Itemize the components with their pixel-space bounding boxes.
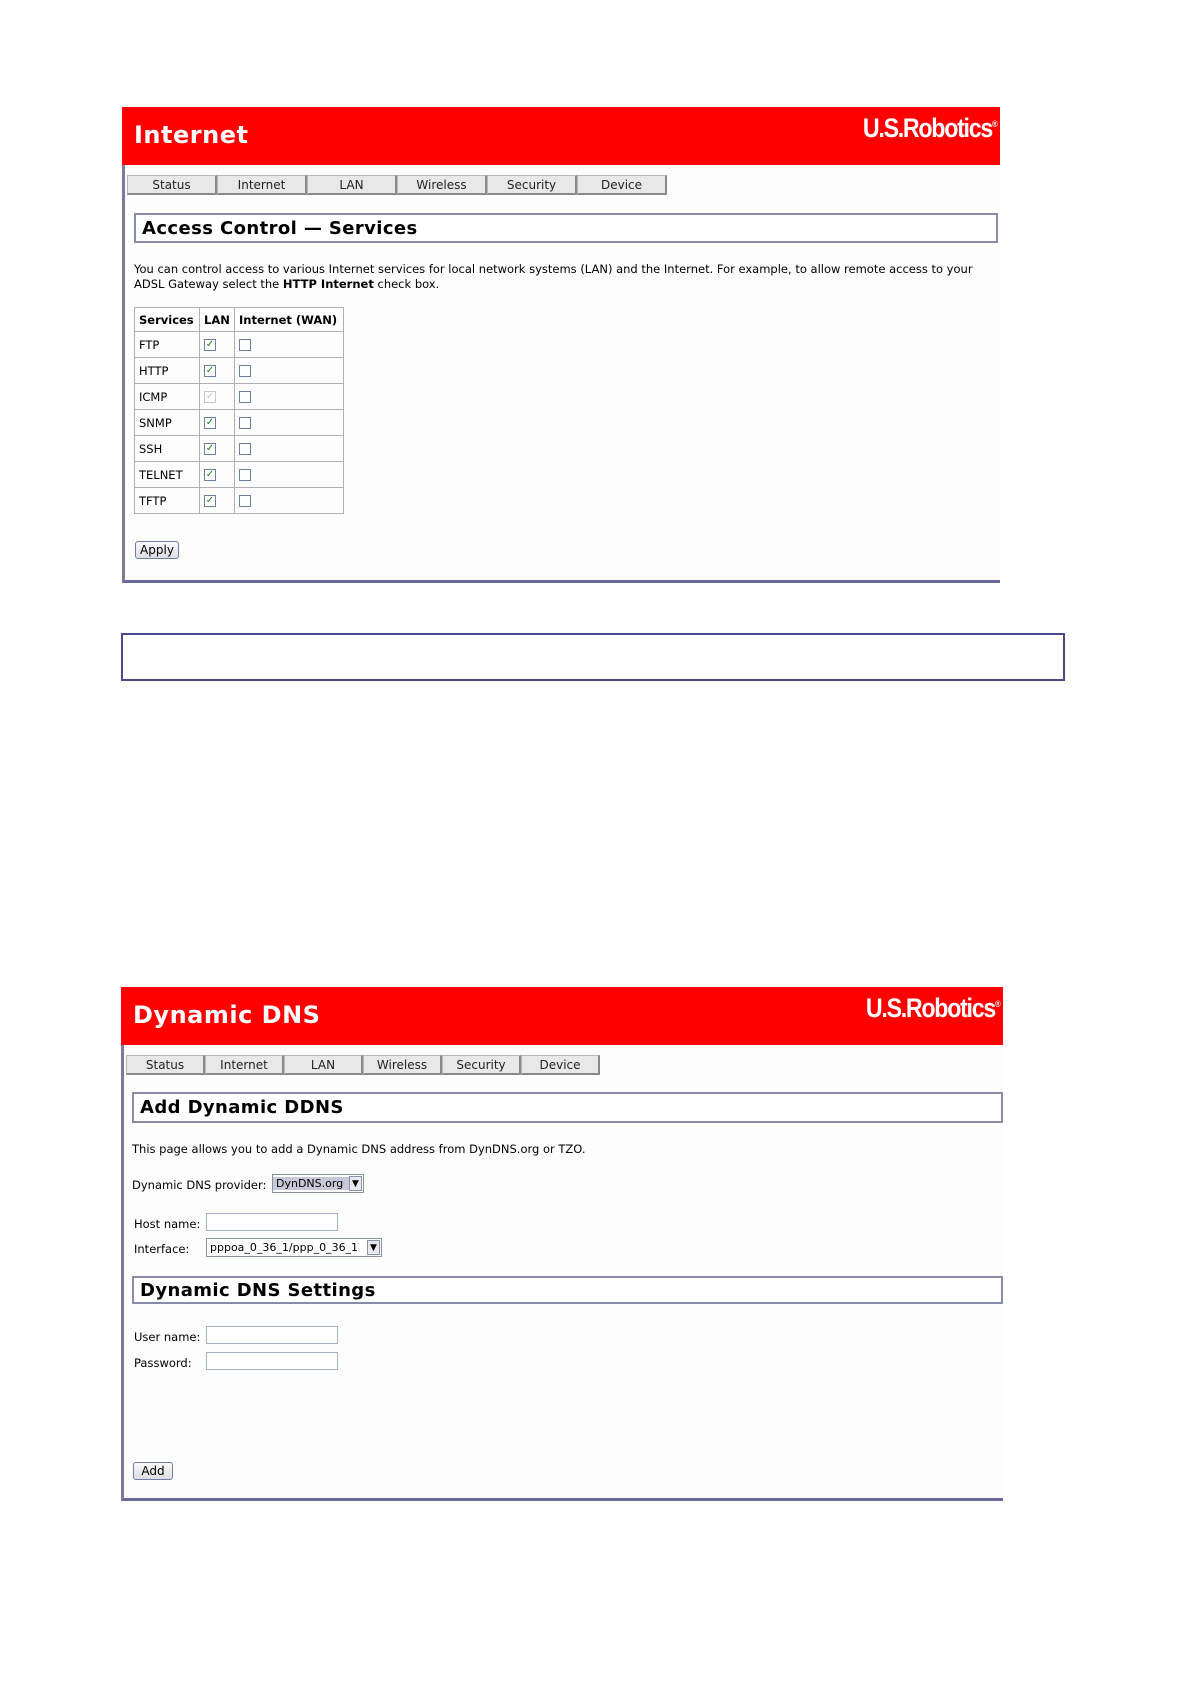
lan-cell xyxy=(200,410,235,436)
lan-cell xyxy=(200,462,235,488)
wan-cell xyxy=(235,462,344,488)
user-name-label: User name: xyxy=(134,1330,201,1344)
section-title-ddns-settings: Dynamic DNS Settings xyxy=(132,1276,1003,1304)
provider-selected-value: DynDNS.org xyxy=(273,1177,349,1190)
wan-cell xyxy=(235,410,344,436)
page-description: You can control access to various Internet services for local network systems (LAN) and the Internet. For example, to allow remote access to your ADSL Gateway select the HTTP Internet check box. xyxy=(134,262,973,291)
service-name: HTTP xyxy=(135,358,200,384)
lan-checkbox[interactable]: ✓ xyxy=(205,495,215,506)
wan-cell xyxy=(235,332,344,358)
wan-checkbox[interactable] xyxy=(239,365,251,377)
interface-select[interactable] xyxy=(206,1238,382,1257)
chevron-down-icon[interactable]: ▼ xyxy=(367,1240,380,1255)
column-header-services: Services xyxy=(135,308,200,332)
tab-device[interactable]: Device xyxy=(577,175,667,195)
apply-button[interactable]: Apply xyxy=(135,541,179,559)
wan-checkbox[interactable] xyxy=(239,339,251,351)
provider-label: Dynamic DNS provider: xyxy=(132,1178,267,1192)
table-row xyxy=(135,488,344,514)
interface-label: Interface: xyxy=(134,1242,190,1256)
lan-checkbox[interactable]: ✓ xyxy=(205,469,215,480)
tab-wireless[interactable]: Wireless xyxy=(363,1055,442,1075)
services-table-body xyxy=(135,332,344,514)
host-name-input[interactable] xyxy=(206,1213,338,1231)
tab-lan[interactable]: LAN xyxy=(284,1055,363,1075)
table-row xyxy=(135,436,344,462)
interface-selected-value: pppoa_0_36_1/ppp_0_36_1 xyxy=(210,1241,359,1254)
add-button[interactable]: Add xyxy=(133,1462,173,1480)
wan-cell xyxy=(235,488,344,514)
tab-device[interactable]: Device xyxy=(521,1055,600,1075)
table-row xyxy=(135,358,344,384)
section-title-add-ddns: Add Dynamic DDNS xyxy=(132,1092,1003,1123)
column-header-wan: Internet (WAN) xyxy=(235,308,344,332)
wan-cell xyxy=(235,384,344,410)
header-banner xyxy=(121,987,1003,1045)
lan-cell xyxy=(200,358,235,384)
table-row xyxy=(135,332,344,358)
usrobotics-logo: U.S.Robotics® xyxy=(863,113,998,143)
lan-checkbox[interactable]: ✓ xyxy=(205,365,215,376)
section-title: Access Control — Services xyxy=(134,213,998,243)
header-banner xyxy=(122,107,1000,165)
service-name: SSH xyxy=(135,436,200,462)
page-title: Dynamic DNS xyxy=(133,1001,321,1029)
service-name: TFTP xyxy=(135,488,200,514)
tab-status[interactable]: Status xyxy=(126,1055,205,1075)
chevron-down-icon[interactable]: ▼ xyxy=(349,1176,362,1191)
tab-security[interactable]: Security xyxy=(442,1055,521,1075)
service-name: FTP xyxy=(135,332,200,358)
empty-frame xyxy=(121,633,1065,681)
tab-security[interactable]: Security xyxy=(487,175,577,195)
wan-cell xyxy=(235,358,344,384)
lan-cell xyxy=(200,488,235,514)
tab-lan[interactable]: LAN xyxy=(307,175,397,195)
nav-tabs xyxy=(126,1055,600,1075)
service-name: SNMP xyxy=(135,410,200,436)
table-row xyxy=(135,410,344,436)
lan-cell xyxy=(200,332,235,358)
wan-checkbox[interactable] xyxy=(239,417,251,429)
password-label: Password: xyxy=(134,1356,192,1370)
host-name-label: Host name: xyxy=(134,1217,201,1231)
tab-internet[interactable]: Internet xyxy=(205,1055,284,1075)
lan-checkbox: ✓ xyxy=(205,391,215,402)
wan-checkbox[interactable] xyxy=(239,391,251,403)
lan-cell xyxy=(200,436,235,462)
lan-checkbox[interactable]: ✓ xyxy=(205,339,215,350)
wan-cell xyxy=(235,436,344,462)
table-row xyxy=(135,462,344,488)
access-control-panel xyxy=(122,107,1000,583)
services-table xyxy=(134,307,344,514)
tab-internet[interactable]: Internet xyxy=(217,175,307,195)
page-title: Internet xyxy=(134,121,249,149)
lan-checkbox[interactable]: ✓ xyxy=(205,417,215,428)
service-name: TELNET xyxy=(135,462,200,488)
column-header-lan: LAN xyxy=(200,308,235,332)
service-name: ICMP xyxy=(135,384,200,410)
usrobotics-logo: U.S.Robotics® xyxy=(866,993,1001,1023)
nav-tabs xyxy=(127,175,667,195)
lan-cell xyxy=(200,384,235,410)
dynamic-dns-panel xyxy=(121,987,1003,1501)
provider-select[interactable] xyxy=(272,1174,364,1193)
wan-checkbox[interactable] xyxy=(239,495,251,507)
page-description: This page allows you to add a Dynamic DNS address from DynDNS.org or TZO. xyxy=(132,1142,586,1156)
lan-checkbox[interactable]: ✓ xyxy=(205,443,215,454)
tab-wireless[interactable]: Wireless xyxy=(397,175,487,195)
user-name-input[interactable] xyxy=(206,1326,338,1344)
table-header-row xyxy=(135,308,344,332)
wan-checkbox[interactable] xyxy=(239,443,251,455)
wan-checkbox[interactable] xyxy=(239,469,251,481)
table-row xyxy=(135,384,344,410)
password-input[interactable] xyxy=(206,1352,338,1370)
tab-status[interactable]: Status xyxy=(127,175,217,195)
